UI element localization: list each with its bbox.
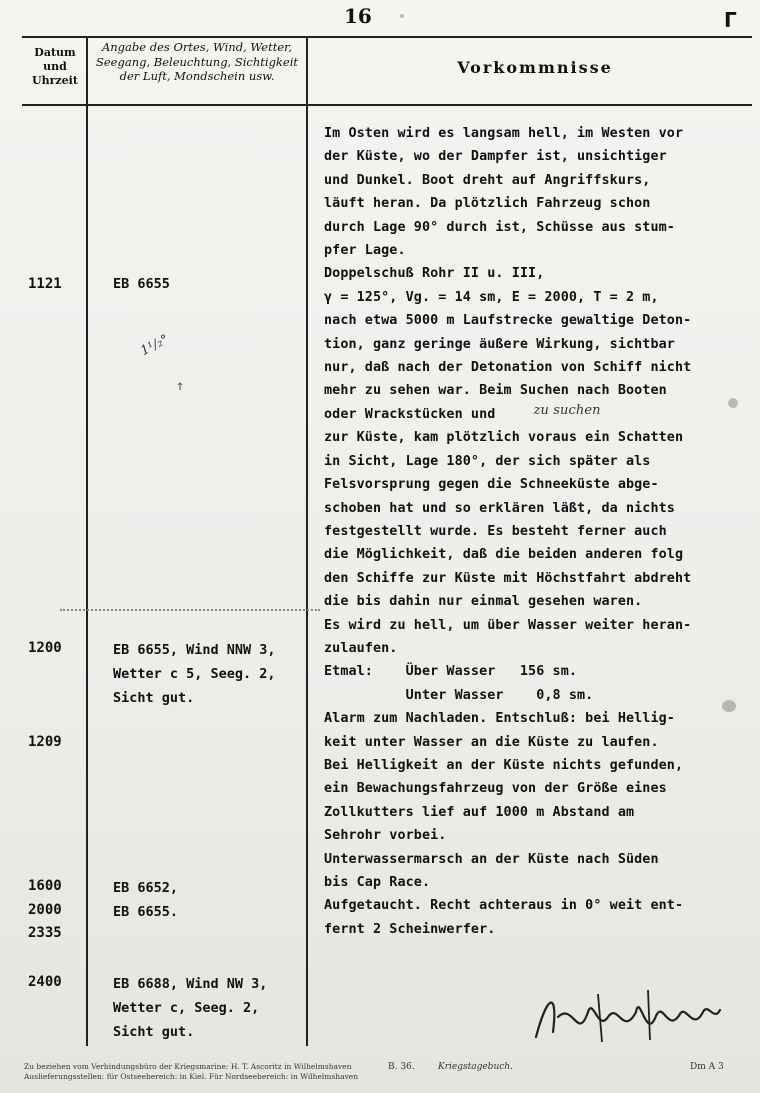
event-line: schoben hat und so erklären läßt, da nichts — [324, 500, 675, 516]
events-text — [324, 122, 754, 941]
event-line: pfer Lage. — [324, 243, 406, 259]
event-line: Bei Helligkeit an der Küste nichts gefunden, — [324, 757, 684, 773]
scan-blot — [400, 14, 404, 18]
event-line: fernt 2 Scheinwerfer. — [324, 921, 496, 937]
signature — [528, 982, 728, 1052]
time-entry: 2335 — [28, 925, 62, 941]
header-events: Vorkommnisse — [457, 58, 613, 77]
time-entry: 1200 — [28, 640, 62, 656]
place-entry: EB 6655 — [113, 276, 170, 292]
event-line: nach etwa 5000 m Laufstrecke gewaltige Deton- — [324, 313, 692, 329]
event-line: Zollkutters lief auf 1000 m Abstand am — [324, 804, 635, 820]
handwritten-insert: zu suchen — [533, 402, 601, 418]
event-line: Unter Wasser 0,8 sm. — [324, 687, 594, 703]
time-entry: 1600 — [28, 878, 62, 894]
footer-form-title: Kriegstagebuch. — [438, 1062, 513, 1072]
event-line: mehr zu sehen war. Beim Suchen nach Booten — [324, 383, 667, 399]
time-entry: 1121 — [28, 276, 62, 292]
event-line: der Küste, wo der Dampfer ist, unsichtiger — [324, 149, 667, 165]
scan-blot — [722, 700, 736, 712]
event-line: Im Osten wird es langsam hell, im Westen vor — [324, 126, 684, 141]
dotted-separator — [60, 609, 320, 611]
event-line: zulaufen. — [324, 640, 398, 656]
place-entry: EB 6655. — [113, 904, 179, 920]
event-line: und Dunkel. Boot dreht auf Angriffskurs, — [324, 172, 651, 188]
place-entry: EB 6652, — [113, 880, 179, 896]
time-entry: 1209 — [28, 734, 62, 750]
event-line: in Sicht, Lage 180°, der sich später als — [324, 453, 651, 469]
place-entry: EB 6688, Wind NW 3, Wetter c, Seeg. 2, Sicht gut. — [113, 976, 268, 1040]
event-line: den Schiffe zur Küste mit Höchstfahrt abdreht — [324, 570, 692, 586]
column-divider-1 — [86, 36, 88, 1046]
header-time: Datum und Uhrzeit — [32, 46, 78, 88]
event-line: keit unter Wasser an die Küste zu laufen. — [324, 734, 659, 750]
event-line: zur Küste, kam plötzlich voraus ein Schatten — [324, 430, 684, 446]
event-line: die Möglichkeit, daß die beiden anderen folg — [324, 547, 684, 563]
page-number: 16 — [344, 4, 372, 28]
top-rule — [22, 36, 752, 38]
time-entry: 2400 — [28, 974, 62, 990]
event-line: bis Cap Race. — [324, 875, 431, 890]
event-line: Unterwassermarsch an der Küste nach Süden — [324, 851, 659, 867]
footer-form-code: B. 36. — [388, 1062, 415, 1072]
footer-imprint: Zu beziehen vom Verbindungsbüro der Kriegsmarine: H. T. Ascoritz in Wilhelmshaven Auslieferungsstellen: für Ostseebereich: in Kiel. Für Nordseebereich: in Wilhelmshaven — [24, 1062, 359, 1081]
time-entry: 2000 — [28, 902, 62, 918]
event-line: Sehrohr vorbei. — [324, 828, 447, 844]
event-line: läuft heran. Da plötzlich Fahrzeug schon — [324, 196, 651, 212]
corner-mark: Γ — [724, 8, 737, 32]
event-line: Alarm zum Nachladen. Entschluß: bei Hellig- — [324, 711, 675, 727]
event-line: Etmal: Über Wasser 156 sm. — [324, 664, 578, 680]
footer-code: Dm A 3 — [690, 1062, 724, 1072]
event-line: Aufgetaucht. Recht achteraus in 0° weit ent- — [324, 898, 684, 914]
arrow-mark: ↑ — [176, 378, 185, 394]
header-place: Angabe des Ortes, Wind, Wetter, Seegang, Beleuchtung, Sichtigkeit der Luft, Mondschein usw. — [95, 40, 299, 84]
place-entry: EB 6655, Wind NNW 3, Wetter c 5, Seeg. 2, Sicht gut. — [113, 642, 276, 706]
event-line: Felsvorsprung gegen die Schneeküste abge- — [324, 477, 659, 493]
event-line: ein Bewachungsfahrzeug von der Größe eines — [324, 781, 667, 797]
event-line: Doppelschuß Rohr II u. III, — [324, 266, 545, 282]
event-line: γ = 125°, Vg. = 14 sm, E = 2000, T = 2 m, — [324, 289, 659, 305]
event-line: tion, ganz geringe äußere Wirkung, sichtbar — [324, 336, 675, 352]
column-divider-2 — [306, 36, 308, 1046]
event-line: oder Wrackstücken und zu suchen — [324, 402, 601, 422]
header-rule — [22, 104, 752, 106]
scan-blot — [728, 398, 738, 408]
event-line: festgestellt wurde. Es besteht ferner auch — [324, 523, 667, 539]
margin-note: 1¹/₂° — [138, 331, 172, 360]
event-line: die bis dahin nur einmal gesehen waren. — [324, 594, 643, 610]
event-line: durch Lage 90° durch ist, Schüsse aus stum- — [324, 219, 675, 235]
event-line: nur, daß nach der Detonation von Schiff nicht — [324, 360, 692, 376]
event-line: Es wird zu hell, um über Wasser weiter heran- — [324, 617, 692, 633]
